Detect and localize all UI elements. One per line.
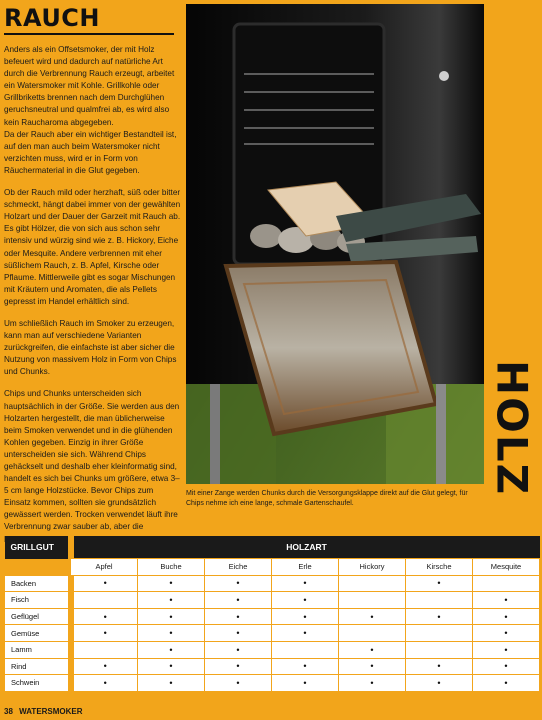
paragraph: Anders als ein Offsetsmoker, der mit Holz befeuert wird und dadurch auf natürliche Art durch die Verbrennung Rauch erzeugt, arbeitet ein Watersmoker mit Kohle. Grillkohle oder Grillbriketts brennen nach dem Durchglühen geruchsneutral und qualmfrei ab, es wird also kein Raucharoma abgegeben. [4, 45, 175, 127]
table-row [5, 641, 540, 658]
wood-column-header: Kirsche [406, 559, 473, 576]
row-label: Schwein [5, 675, 71, 692]
empty-cell [406, 641, 473, 658]
table-header-grillgut: GRILLGUT [5, 536, 71, 559]
wood-column-header: Buche [138, 559, 205, 576]
empty-cell [339, 625, 406, 642]
page-title: RAUCH [4, 4, 101, 32]
table-row [5, 658, 540, 675]
body-text [4, 44, 182, 556]
title-rule [4, 33, 174, 35]
side-label [487, 359, 537, 497]
page-footer [4, 707, 83, 716]
dot-mark: • [473, 625, 540, 642]
wood-column-header: Mesquite [473, 559, 540, 576]
table-header-holzart: HOLZART [71, 536, 540, 559]
dot-mark: • [339, 641, 406, 658]
row-label: Lamm [5, 641, 71, 658]
table-row [5, 608, 540, 625]
dot-mark: • [339, 608, 406, 625]
table-row [5, 575, 540, 592]
dot-mark: • [406, 675, 473, 692]
dot-mark: • [138, 608, 205, 625]
dot-mark: • [473, 658, 540, 675]
photo-caption: Mit einer Zange werden Chunks durch die Versorgungsklappe direkt auf die Glut gelegt, für Chips nehme ich eine lange, schmale Gartenschaufel. [186, 490, 468, 507]
dot-mark: • [205, 625, 272, 642]
dot-mark: • [406, 575, 473, 592]
dot-mark: • [272, 658, 339, 675]
dot-mark: • [71, 625, 138, 642]
dot-mark: • [138, 641, 205, 658]
dot-mark: • [71, 658, 138, 675]
dot-mark: • [138, 658, 205, 675]
empty-cell [406, 625, 473, 642]
table-row [5, 675, 540, 692]
dot-mark: • [205, 641, 272, 658]
dot-mark: • [272, 608, 339, 625]
dot-mark: • [272, 575, 339, 592]
table-corner [5, 559, 71, 576]
row-label: Fisch [5, 592, 71, 609]
dot-mark: • [473, 675, 540, 692]
row-label: Geflügel [5, 608, 71, 625]
page-number: 38 [4, 707, 13, 716]
table-row [5, 625, 540, 642]
empty-cell [272, 641, 339, 658]
dot-mark: • [71, 675, 138, 692]
dot-mark: • [138, 625, 205, 642]
wood-column-header: Apfel [71, 559, 138, 576]
row-label: Backen [5, 575, 71, 592]
dot-mark: • [71, 608, 138, 625]
dot-mark: • [473, 592, 540, 609]
dot-mark: • [473, 608, 540, 625]
dot-mark: • [473, 641, 540, 658]
empty-cell [71, 592, 138, 609]
dot-mark: • [138, 575, 205, 592]
paragraph: Chips und Chunks unterscheiden sich hauptsächlich in der Größe. Sie werden aus den Holzarten hergestellt, die man üblicherweise beim Smoken verwendet und in die glühenden Kohlen gegeben. Einzig in ihrer Größe unterscheiden sie sich. Während Chips gehäckselt und deshalb eher kleinformatig sind, handelt es sich bei Chunks um größere, etwa 3–5 cm lange Holzstücke. Bevor Chips zum Einsatz kommen, sollten sie grundsätzlich gewässert werden. Trocken verwendet läuft ihre Verbrennung zwar sauber ab, aber die [4, 389, 180, 532]
paragraph: Um schließlich Rauch im Smoker zu erzeugen, kann man auf verschiedene Varianten zurückgreifen, die einfachste ist aber sicher die Nutzung von massivem Holz in Form von Chips und Chunks. [4, 318, 177, 377]
paragraph: Da der Rauch aber ein wichtiger Bestandteil ist, auf den man auch beim Watersmoker nicht verzichten muss, wird er in Form von Räuchermaterial in die Glut gegeben. [4, 129, 177, 175]
dot-mark: • [406, 608, 473, 625]
dot-mark: • [205, 608, 272, 625]
dot-mark: • [205, 575, 272, 592]
dot-mark: • [272, 592, 339, 609]
paragraph: Ob der Rauch mild oder herzhaft, süß oder bitter schmeckt, hängt dabei immer von der gewählten Holzart und der Dauer der Garzeit mit Rauch ab. Es gibt Hölzer, die von sich aus schon sehr intensiv und würzig sind wie z. B. Hickory, Eiche oder Mesquite. Andere verbrennen mit eher süßlichem Rauch, z. B. Apfel, Kirsche oder Pflaume. Mittlerweile gibt es sogar Mischungen mit Kräutern und Aromaten, die als Pellets gepresst im Handel erhältlich sind. [4, 188, 181, 306]
dot-mark: • [272, 675, 339, 692]
empty-cell [339, 592, 406, 609]
dot-mark: • [205, 675, 272, 692]
row-label: Gemüse [5, 625, 71, 642]
dot-mark: • [205, 592, 272, 609]
running-head: WATERSMOKER [19, 707, 83, 716]
dot-mark: • [138, 675, 205, 692]
wood-column-header: Eiche [205, 559, 272, 576]
table-row [5, 592, 540, 609]
wood-column-header: Erle [272, 559, 339, 576]
row-label: Rind [5, 658, 71, 675]
dot-mark: • [339, 658, 406, 675]
dot-mark: • [205, 658, 272, 675]
dot-mark: • [339, 675, 406, 692]
dot-mark: • [406, 658, 473, 675]
empty-cell [71, 641, 138, 658]
empty-cell [406, 592, 473, 609]
dot-mark: • [71, 575, 138, 592]
side-label-text: HOLZ [487, 359, 537, 497]
dot-mark: • [272, 625, 339, 642]
empty-cell [473, 575, 540, 592]
wood-table [4, 536, 540, 692]
dot-mark: • [138, 592, 205, 609]
smoker-photo [186, 4, 484, 484]
wood-column-header: Hickory [339, 559, 406, 576]
empty-cell [339, 575, 406, 592]
